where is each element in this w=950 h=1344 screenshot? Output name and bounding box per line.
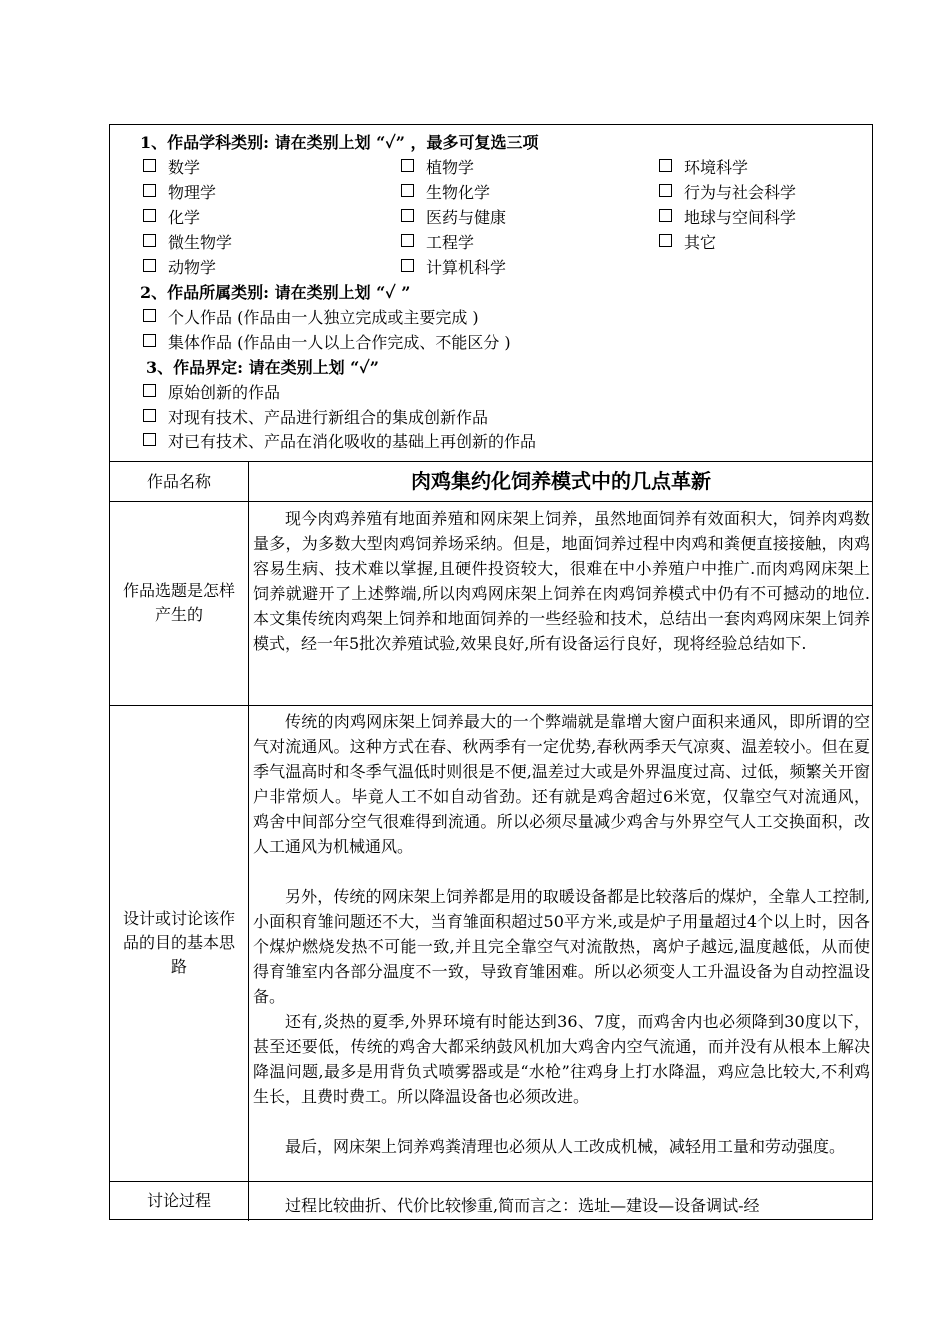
option-environmental-science[interactable]: 环境科学 xyxy=(659,158,748,178)
checkbox-icon[interactable] xyxy=(143,259,156,272)
option-computer-science[interactable]: 计算机科学 xyxy=(401,258,506,278)
discussion-label: 讨论过程 xyxy=(146,1191,211,1210)
checkbox-icon[interactable] xyxy=(143,184,156,197)
option-integrated-innovation[interactable]: 对现有技术、产品进行新组合的集成创新作品 xyxy=(143,408,488,428)
option-medicine-health[interactable]: 医药与健康 xyxy=(401,208,506,228)
checkbox-icon[interactable] xyxy=(401,209,414,222)
checkbox-icon[interactable] xyxy=(143,309,156,322)
checkbox-icon[interactable] xyxy=(143,384,156,397)
discussion-text: 过程比较曲折、代价比较惨重,简而言之：选址—建设—设备调试-经 xyxy=(285,1196,760,1215)
checkbox-icon[interactable] xyxy=(143,159,156,172)
checkbox-icon[interactable] xyxy=(401,159,414,172)
option-behavioral-social-science[interactable]: 行为与社会科学 xyxy=(659,183,796,203)
checkbox-icon[interactable] xyxy=(659,234,672,247)
checkbox-icon[interactable] xyxy=(401,234,414,247)
checkbox-icon[interactable] xyxy=(143,234,156,247)
option-botany[interactable]: 植物学 xyxy=(401,158,474,178)
checkbox-icon[interactable] xyxy=(143,433,156,446)
design-paragraph-1: 传统的肉鸡网床架上饲养最大的一个弊端就是靠增大窗户面积来通风，即所谓的空气对流通风。这种方式在春、秋两季有一定优势,春秋两季天气凉爽、温差较小。但在夏季气温高时和冬季气温低时则很是不便,温差过大或是外界温度过高、过低，频繁关开窗户非常烦人。毕竟人工不如自动省劲。还有就是鸡舍超过6米宽，仅靠空气对流通风，鸡舍中间部分空气很难得到流通。所以必须尽量减少鸡舍与外界空气人工交换面积，改人工通风为机械通风。 xyxy=(253,712,870,856)
option-earth-space-science[interactable]: 地球与空间科学 xyxy=(659,208,796,228)
section-3-heading: 3、作品界定: 请在类别上划 “✓” xyxy=(146,358,379,377)
design-paragraph-4: 最后，网床架上饲养鸡粪清理也必须从人工改成机械，减轻用工量和劳动强度。 xyxy=(285,1137,846,1156)
checkbox-icon[interactable] xyxy=(401,259,414,272)
option-microbiology[interactable]: 微生物学 xyxy=(143,233,232,253)
checkbox-icon[interactable] xyxy=(659,184,672,197)
checkbox-icon[interactable] xyxy=(659,209,672,222)
column-divider xyxy=(248,461,249,1221)
checkbox-icon[interactable] xyxy=(401,184,414,197)
row-divider xyxy=(110,1181,872,1182)
section-2-heading: 2、作品所属类别: 请在类别上划 “✓ ” xyxy=(140,283,411,302)
row-divider xyxy=(110,501,872,502)
checkbox-icon[interactable] xyxy=(659,159,672,172)
design-purpose-label: 设计或讨论该作品的目的基本思路 xyxy=(122,909,235,976)
option-math[interactable]: 数学 xyxy=(143,158,200,178)
row-divider xyxy=(110,705,872,706)
design-paragraph-3: 还有,炎热的夏季,外界环境有时能达到36、7度，而鸡舍内也必须降到30度以下，甚至还要低，传统的鸡舍大都采纳鼓风机加大鸡舍内空气流通，而并没有从根本上解决降温问题,最多是用背负式喷雾器或是“水枪”往鸡身上打水降温，鸡应急比较大,不利鸡生长，且费时费工。所以降温设备也必须改进。 xyxy=(253,1012,870,1106)
option-original-innovation[interactable]: 原始创新的作品 xyxy=(143,383,280,403)
option-biochemistry[interactable]: 生物化学 xyxy=(401,183,490,203)
option-chemistry[interactable]: 化学 xyxy=(143,208,200,228)
topic-origin-text: 现今肉鸡养殖有地面养殖和网床架上饲养，虽然地面饲养有效面积大，饲养肉鸡数量多，为多数大型肉鸡饲养场采纳。但是，地面饲养过程中肉鸡和粪便直接接触，肉鸡容易生病、技术难以掌握,且硬件投资较大，很难在中小养殖户中推广.而肉鸡网床架上饲养就避开了上述弊端,所以肉鸡网床架上饲养在肉鸡饲养模式中仍有不可撼动的地位.本文集传统肉鸡架上饲养和地面饲养的一些经验和技术，总结出一套肉鸡网床架上饲养模式，经一年5批次养殖试验,效果良好,所有设备运行良好，现将经验总结如下. xyxy=(253,509,870,653)
option-zoology[interactable]: 动物学 xyxy=(143,258,216,278)
checkbox-icon[interactable] xyxy=(143,334,156,347)
topic-origin-label: 作品选题是怎样产生的 xyxy=(122,581,235,624)
checkbox-icon[interactable] xyxy=(143,209,156,222)
application-form xyxy=(109,124,873,1220)
option-physics[interactable]: 物理学 xyxy=(143,183,216,203)
work-title: 肉鸡集约化饲养模式中的几点革新 xyxy=(411,469,711,493)
design-paragraph-2: 另外，传统的网床架上饲养都是用的取暖设备都是比较落后的煤炉，全靠人工控制,小面积育雏问题还不大，当育雏面积超过50平方米,或是炉子用量超过4个以上时，因各个煤炉燃烧发热不可能一致,并且完全靠空气对流散热，离炉子越远,温度越低，从而使得育雏室内各部分温度不一致，导致育雏困难。所以必须变人工升温设备为自动控温设备。 xyxy=(253,887,870,1006)
option-other[interactable]: 其它 xyxy=(659,233,716,253)
row-divider xyxy=(110,461,872,462)
option-group-work[interactable]: 集体作品 (作品由一人以上合作完成、不能区分 ) xyxy=(143,333,511,353)
option-engineering[interactable]: 工程学 xyxy=(401,233,474,253)
option-re-innovation[interactable]: 对已有技术、产品在消化吸收的基础上再创新的作品 xyxy=(143,432,536,452)
checkbox-icon[interactable] xyxy=(143,409,156,422)
work-name-label: 作品名称 xyxy=(146,472,211,491)
section-1-heading: 1、作品学科类别: 请在类别上划 “✓” ，最多可复选三项 xyxy=(140,133,539,152)
option-individual-work[interactable]: 个人作品 (作品由一人独立完成或主要完成 ) xyxy=(143,308,479,328)
